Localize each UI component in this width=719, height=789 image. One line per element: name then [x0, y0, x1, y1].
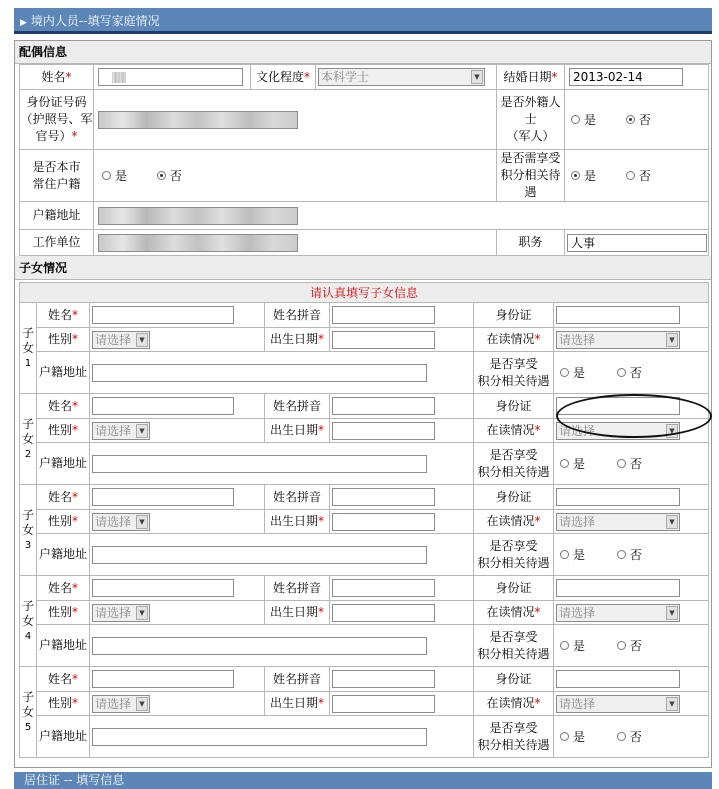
child-id-label: 身份证	[474, 394, 554, 419]
page-header-title: 境内人员--填写家庭情况	[30, 14, 160, 28]
child-pinyin-input[interactable]	[332, 306, 435, 324]
child-points-radio-group: 是 否	[554, 716, 709, 758]
child-pinyin-label: 姓名拼音	[265, 576, 330, 601]
child-school-label: 在读情况*	[474, 328, 554, 352]
foreigner-radio-group: 是 否	[565, 90, 709, 150]
child-gender-select[interactable]: 请选择 ▼	[92, 513, 150, 531]
child-school-select[interactable]: 请选择 ▼	[556, 513, 680, 531]
spouse-section-title: 配偶信息	[15, 41, 711, 64]
child-birth-input[interactable]	[332, 513, 435, 531]
child-school-select[interactable]: 请选择 ▼	[556, 695, 680, 713]
spouse-hukou-address-input[interactable]	[98, 207, 298, 225]
child-points-yes-radio[interactable]	[560, 368, 569, 377]
chevron-down-icon: ▼	[136, 606, 148, 620]
child-gender-label: 性别*	[37, 601, 90, 625]
child-birth-input[interactable]	[332, 695, 435, 713]
child-school-label: 在读情况*	[474, 692, 554, 716]
child-row	[20, 667, 709, 692]
child-address-label: 户籍地址	[37, 534, 90, 576]
child-name-input[interactable]	[92, 306, 234, 324]
child-name-input[interactable]	[92, 579, 234, 597]
position-label: 职务	[497, 230, 565, 256]
triangle-right-icon: ▶	[20, 18, 27, 28]
child-gender-label: 性别*	[37, 692, 90, 716]
local-hukou-radio-group: 是 否	[94, 150, 497, 202]
chevron-down-icon: ▼	[666, 697, 678, 711]
child-points-no-radio[interactable]	[617, 368, 626, 377]
chevron-down-icon: ▼	[136, 333, 148, 347]
spouse-points-label: 是否需享受 积分相关待遇	[497, 150, 565, 202]
child-address-input[interactable]	[92, 455, 427, 473]
foreigner-label: 是否外籍人士 （军人）	[497, 90, 565, 150]
child-gender-label: 性别*	[37, 419, 90, 443]
position-input[interactable]: 人事	[567, 234, 707, 252]
child-school-select[interactable]: 请选择 ▼	[556, 331, 680, 349]
spouse-id-input[interactable]	[98, 111, 298, 129]
spouse-points-no-radio[interactable]	[626, 171, 635, 180]
spouse-id-label: 身份证号码 （护照号、军 官号）*	[20, 90, 94, 150]
marriage-date-label: 结婚日期*	[497, 65, 565, 90]
child-points-yes-radio[interactable]	[560, 641, 569, 650]
child-gender-select[interactable]: 请选择 ▼	[92, 695, 150, 713]
child-points-label: 是否享受 积分相关待遇	[474, 534, 554, 576]
child-row	[20, 625, 709, 667]
child-school-select[interactable]: 请选择 ▼	[556, 604, 680, 622]
child-points-radio-group: 是 否	[554, 625, 709, 667]
child-school-label: 在读情况*	[474, 510, 554, 534]
child-address-label: 户籍地址	[37, 352, 90, 394]
child-birth-label: 出生日期*	[265, 419, 330, 443]
chevron-down-icon: ▼	[666, 606, 678, 620]
spouse-table	[19, 64, 709, 256]
chevron-down-icon: ▼	[136, 424, 148, 438]
child-pinyin-label: 姓名拼音	[265, 394, 330, 419]
child-points-radio-group: 是 否	[554, 352, 709, 394]
child-points-yes-radio[interactable]	[560, 550, 569, 559]
child-pinyin-input[interactable]	[332, 397, 435, 415]
child-id-label: 身份证	[474, 576, 554, 601]
local-no-radio[interactable]	[157, 171, 166, 180]
child-row	[20, 419, 709, 443]
child-school-label: 在读情况*	[474, 601, 554, 625]
page-header-bar	[14, 8, 712, 34]
child-row	[20, 352, 709, 394]
child-name-input[interactable]	[92, 670, 234, 688]
children-table	[19, 282, 709, 758]
child-address-label: 户籍地址	[37, 443, 90, 485]
child-address-input[interactable]	[92, 637, 427, 655]
child-row	[20, 601, 709, 625]
child-birth-label: 出生日期*	[265, 692, 330, 716]
child-name-label: 姓名*	[37, 667, 90, 692]
child-row	[20, 534, 709, 576]
children-notice: 请认真填写子女信息	[20, 283, 709, 303]
child-side-label: 子女 1	[20, 303, 37, 394]
child-row	[20, 443, 709, 485]
child-birth-label: 出生日期*	[265, 510, 330, 534]
child-points-label: 是否享受 积分相关待遇	[474, 716, 554, 758]
education-select[interactable]: 本科学士 ▼	[318, 68, 485, 86]
spouse-points-radio-group: 是 否	[565, 150, 709, 202]
child-school-label: 在读情况*	[474, 419, 554, 443]
child-pinyin-input[interactable]	[332, 488, 435, 506]
child-name-label: 姓名*	[37, 485, 90, 510]
marriage-date-input[interactable]: 2013-02-14	[569, 68, 683, 86]
child-row	[20, 716, 709, 758]
child-side-label: 子女 5	[20, 667, 37, 758]
child-birth-input[interactable]	[332, 331, 435, 349]
child-row	[20, 510, 709, 534]
child-points-no-radio[interactable]	[617, 641, 626, 650]
child-points-radio-group: 是 否	[554, 534, 709, 576]
child-gender-select[interactable]: 请选择 ▼	[92, 422, 150, 440]
child-row	[20, 328, 709, 352]
child-side-label: 子女 4	[20, 576, 37, 667]
chevron-down-icon: ▼	[666, 515, 678, 529]
child-name-label: 姓名*	[37, 303, 90, 328]
spouse-hukou-address-label: 户籍地址	[20, 202, 94, 230]
child-id-label: 身份证	[474, 667, 554, 692]
workplace-label: 工作单位	[20, 230, 94, 256]
local-hukou-label: 是否本市 常住户籍	[20, 150, 94, 202]
child-address-label: 户籍地址	[37, 716, 90, 758]
child-side-label: 子女 2	[20, 394, 37, 485]
child-gender-select[interactable]: 请选择 ▼	[92, 604, 150, 622]
child-name-input[interactable]	[92, 488, 234, 506]
child-row	[20, 394, 709, 419]
child-row	[20, 692, 709, 716]
child-id-label: 身份证	[474, 485, 554, 510]
child-id-label: 身份证	[474, 303, 554, 328]
child-points-label: 是否享受 积分相关待遇	[474, 352, 554, 394]
chevron-down-icon: ▼	[666, 333, 678, 347]
child-address-input[interactable]	[92, 546, 427, 564]
child-pinyin-label: 姓名拼音	[265, 485, 330, 510]
children-section-title: 子女情况	[15, 256, 711, 280]
child-address-input[interactable]	[92, 728, 427, 746]
child-name-label: 姓名*	[37, 394, 90, 419]
child-row	[20, 303, 709, 328]
child-points-yes-radio[interactable]	[560, 732, 569, 741]
spouse-name-input[interactable]	[98, 68, 243, 86]
child-address-input[interactable]	[92, 364, 427, 382]
foreigner-yes-radio[interactable]	[571, 115, 580, 124]
child-row	[20, 485, 709, 510]
workplace-input[interactable]	[98, 234, 298, 252]
child-pinyin-input[interactable]	[332, 579, 435, 597]
chevron-down-icon: ▼	[666, 424, 678, 438]
child-gender-label: 性别*	[37, 510, 90, 534]
education-label: 文化程度*	[251, 65, 316, 90]
child-birth-input[interactable]	[332, 422, 435, 440]
child-points-no-radio[interactable]	[617, 732, 626, 741]
child-pinyin-label: 姓名拼音	[265, 303, 330, 328]
child-school-select[interactable]: 请选择 ▼	[556, 422, 680, 440]
residence-permit-bar: 居住证 -- 填写信息	[14, 772, 712, 789]
child-points-label: 是否享受 积分相关待遇	[474, 443, 554, 485]
redacted-mark	[112, 72, 126, 83]
child-points-no-radio[interactable]	[617, 459, 626, 468]
child-birth-input[interactable]	[332, 604, 435, 622]
chevron-down-icon: ▼	[471, 70, 483, 84]
child-id-input[interactable]	[556, 579, 680, 597]
spouse-name-label: 姓名*	[20, 65, 94, 90]
child-gender-select[interactable]: 请选择 ▼	[92, 331, 150, 349]
chevron-down-icon: ▼	[136, 697, 148, 711]
form-container	[14, 40, 712, 768]
child-gender-label: 性别*	[37, 328, 90, 352]
child-id-input[interactable]	[556, 670, 680, 688]
child-id-input[interactable]	[556, 488, 680, 506]
child-points-no-radio[interactable]	[617, 550, 626, 559]
child-name-label: 姓名*	[37, 576, 90, 601]
foreigner-no-radio[interactable]	[626, 115, 635, 124]
child-address-label: 户籍地址	[37, 625, 90, 667]
child-pinyin-input[interactable]	[332, 670, 435, 688]
child-birth-label: 出生日期*	[265, 328, 330, 352]
child-points-radio-group: 是 否	[554, 443, 709, 485]
local-yes-radio[interactable]	[102, 171, 111, 180]
child-id-input[interactable]	[556, 397, 680, 415]
child-id-input[interactable]	[556, 306, 680, 324]
chevron-down-icon: ▼	[136, 515, 148, 529]
child-points-yes-radio[interactable]	[560, 459, 569, 468]
spouse-points-yes-radio[interactable]	[571, 171, 580, 180]
child-points-label: 是否享受 积分相关待遇	[474, 625, 554, 667]
child-birth-label: 出生日期*	[265, 601, 330, 625]
child-side-label: 子女 3	[20, 485, 37, 576]
child-pinyin-label: 姓名拼音	[265, 667, 330, 692]
child-row	[20, 576, 709, 601]
child-name-input[interactable]	[92, 397, 234, 415]
